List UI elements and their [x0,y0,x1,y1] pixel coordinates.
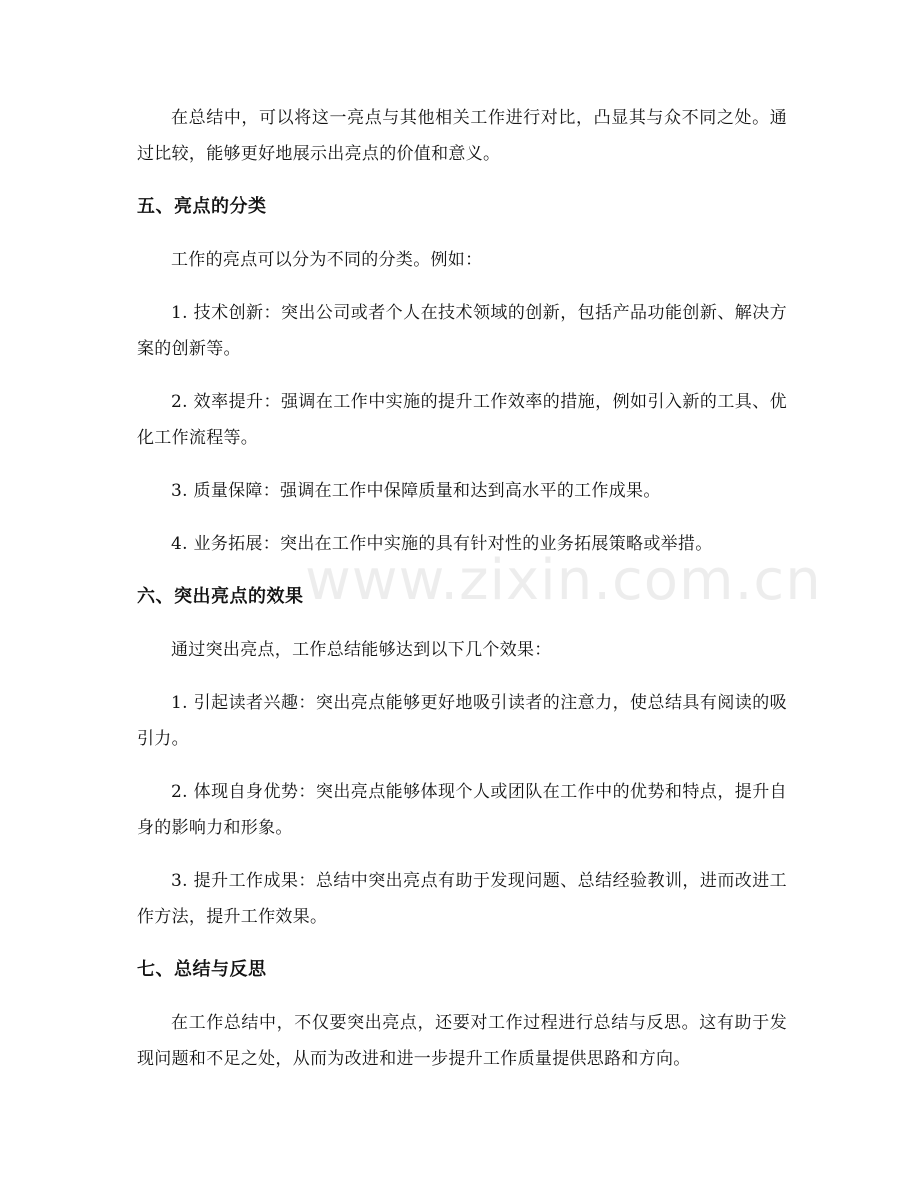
section-6-intro: 通过突出亮点，工作总结能够达到以下几个效果： [171,640,552,660]
intro-paragraph: 在总结中，可以将这一亮点与其他相关工作进行对比，凸显其与众不同之处。通过比较，能够更好地展示出亮点的价值和意义。 [137,108,787,164]
section-heading-5: 五、亮点的分类 [137,196,267,217]
section-6-item-3: 3. 提升工作成果：总结中突出亮点有助于发现问题、总结经验教训，进而改进工作方法，提升工作效果。 [137,871,787,927]
section-5-item-3: 3. 质量保障：强调在工作中保障质量和达到高水平的工作成果。 [171,481,661,501]
watermark-text: www.zixin.com.cn [305,548,822,613]
section-7-intro: 在工作总结中，不仅要突出亮点，还要对工作过程进行总结与反思。这有助于发现问题和不足之处，从而为改进和进一步提升工作质量提供思路和方向。 [137,1013,787,1069]
section-5-item-4: 4. 业务拓展：突出在工作中实施的具有针对性的业务拓展策略或举措。 [171,534,713,554]
document-body [137,100,787,1077]
section-5-intro: 工作的亮点可以分为不同的分类。例如： [171,250,483,270]
section-heading-6: 六、突出亮点的效果 [137,586,304,607]
section-6-item-1: 1. 引起读者兴趣：突出亮点能够更好地吸引读者的注意力，使总结具有阅读的吸引力。 [137,693,787,749]
section-heading-7: 七、总结与反思 [137,959,267,980]
section-6-item-2: 2. 体现自身优势：突出亮点能够体现个人或团队在工作中的优势和特点，提升自身的影响力和形象。 [137,782,787,838]
section-5-item-1: 1. 技术创新：突出公司或者个人在技术领域的创新，包括产品功能创新、解决方案的创新等。 [137,303,787,359]
section-5-item-2: 2. 效率提升：强调在工作中实施的提升工作效率的措施，例如引入新的工具、优化工作流程等。 [137,392,787,448]
